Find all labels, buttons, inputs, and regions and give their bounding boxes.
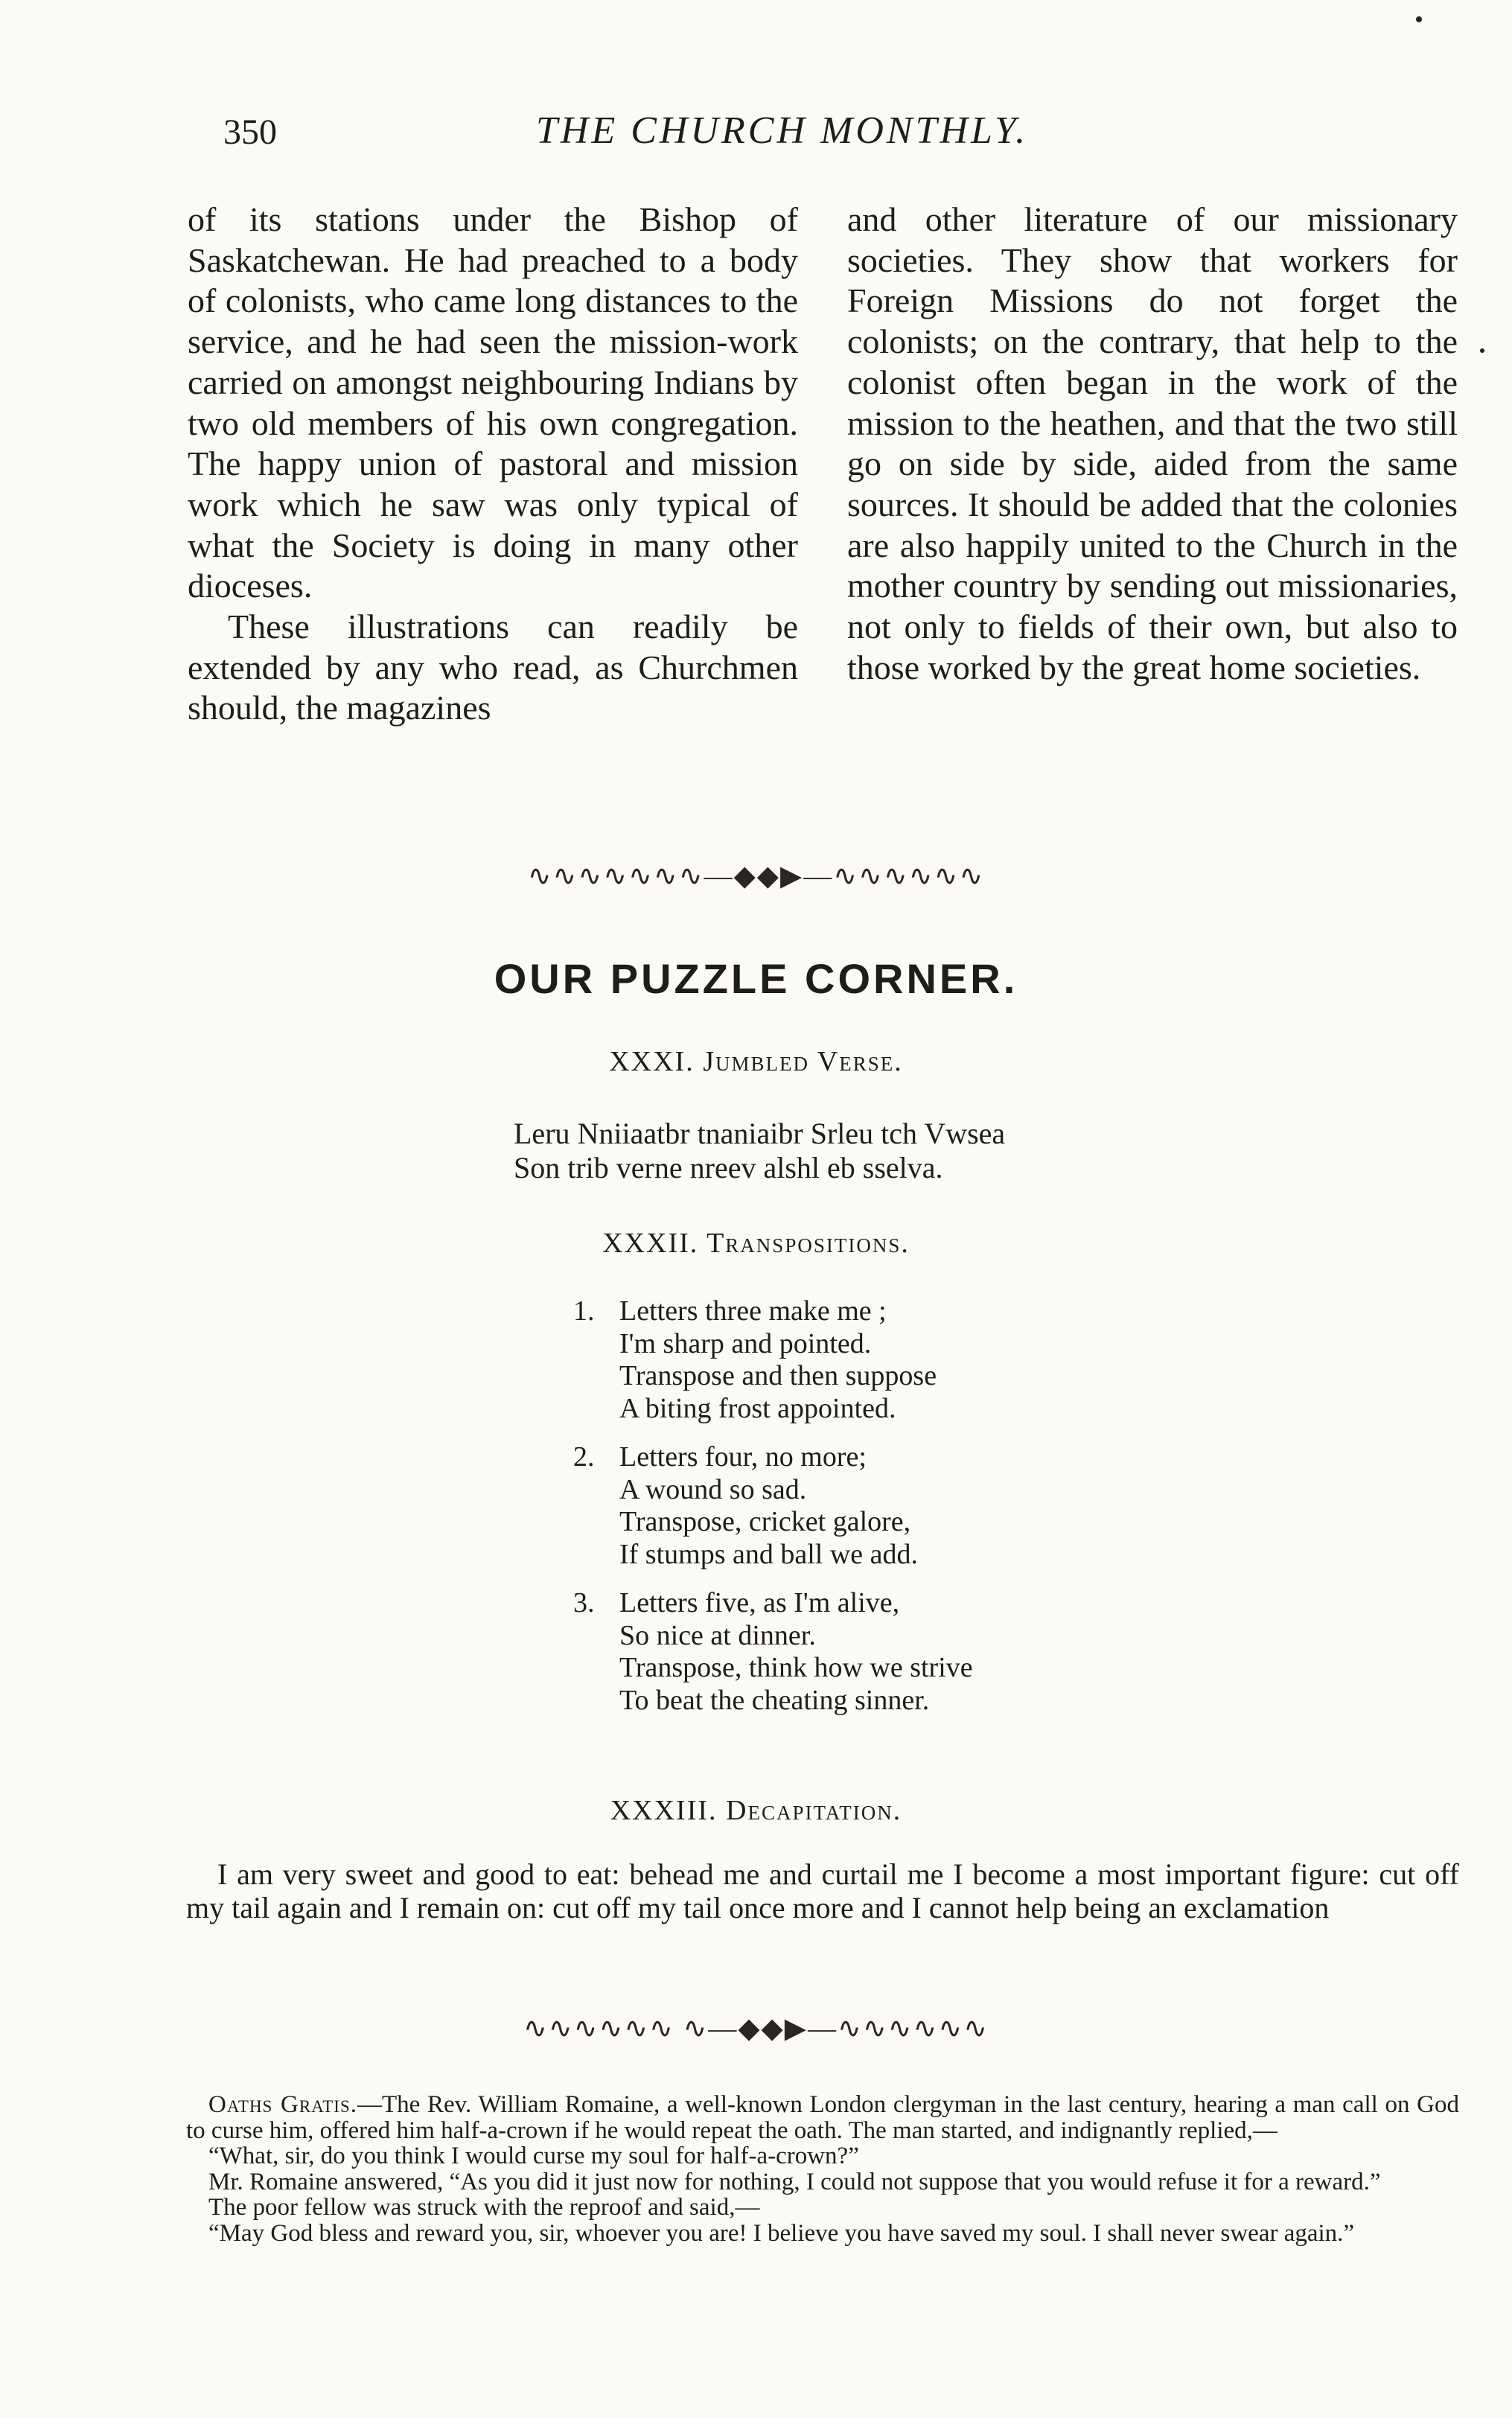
anecdote-paragraph: The poor fellow was struck with the reproof and said,— [208,2194,760,2221]
verse-line: Letters five, as I'm alive, [619,1587,900,1618]
decapitation-text: I am very sweet and good to eat: behead me and curtail me I become a most important figure: cut off my tail again and I remain on: cut off my tail once more and I cannot help being an exclamation [186,1857,1459,1924]
article-paragraph: of its stations under the Bishop of Saskatchewan. He had preached to a body of colonists, who came long distances to the service, and he had seen the mission-work carried on amongst neighbouring Indians by two old members of his own congregation. The happy union of pastoral and mission work which he saw was only typical of what the Society is doing in many other dioceses. [188,200,798,605]
verse-line: To beat the cheating sinner. [619,1684,930,1716]
item-number: 3. [573,1587,595,1618]
anecdote-paragraph: Mr. Romaine answered, “As you did it just now for nothing, I could not suppose that you would refuse it for a reward.” [208,2168,1381,2195]
verse-line: Transpose, think how we strive [619,1652,973,1683]
verse-line: So nice at dinner. [619,1619,816,1651]
transposition-item [573,1295,937,1425]
transpositions-title: XXXII. Transpositions. [602,1228,910,1259]
verse-line: If stumps and ball we add. [619,1538,919,1570]
verse-line: Letters four, no more; [619,1441,867,1473]
jumbled-line: Leru Nniiaatbr tnaniaibr Srleu tch Vwsea [514,1117,1006,1150]
transposition-item [573,1587,973,1717]
verse-line: A biting frost appointed. [619,1392,896,1424]
section-divider-ornament: ∿∿∿∿∿∿ ∿—◆◆▶—∿∿∿∿∿∿ [523,2013,989,2044]
anecdote-heading: Oaths Gratis. [208,2091,357,2118]
verse-line: I'm sharp and pointed. [619,1327,872,1359]
article-left-column [188,200,798,729]
decapitation-title: XXXIII. Decapitation. [610,1795,902,1826]
jumbled-verse-title: XXXI. Jumbled Verse. [609,1046,903,1077]
item-number: 2. [573,1441,595,1473]
section-divider-ornament: ∿∿∿∿∿∿∿—◆◆▶—∿∿∿∿∿∿ [527,861,985,892]
jumbled-verse [514,1117,1005,1185]
verse-line: Letters three make me ; [619,1295,887,1327]
verse-line: Transpose and then suppose [619,1360,937,1391]
decapitation-puzzle [186,1857,1459,1924]
anecdote-paragraph: “What, sir, do you think I would curse my soul for half-a-crown?” [208,2143,859,2169]
anecdote-paragraph: “May God bless and reward you, sir, whoever you are! I believe you have saved my soul. I shall never swear again.” [208,2219,1355,2247]
article-paragraph: These illustrations can readily be extended by any who read, as Churchmen should, the magazines [188,607,798,727]
verse-line: A wound so sad. [619,1473,807,1505]
item-number: 1. [573,1295,595,1327]
article-right-column [847,200,1458,688]
puzzle-corner-heading: OUR PUZZLE CORNER. [494,955,1018,1002]
print-speck [1480,348,1484,353]
article-paragraph: and other literature of our missionary societies. They show that workers for Foreign Missions do not forget the colonists; on the contrary, that help to the colonist often began in the work of the mission to the heathen, and that the two still go on side by side, aided from the same sources. It should be added that the colonies are also happily united to the Church in the mother country by sending out missionaries, not only to fields of their own, but also to those worked by the great home societies. [847,200,1458,686]
anecdote [186,2092,1459,2246]
page-number: 350 [223,112,277,152]
jumbled-line: Son trib verne nreev alshl eb sselva. [514,1151,943,1184]
running-title: THE CHURCH MONTHLY. [536,109,1029,152]
anecdote-paragraph: —The Rev. William Romaine, a well-known London clergyman in the last century, hearing a man call on God to curse him, offered him half-a-crown if he would repeat the oath. The man started, and indignantly replied,— [186,2091,1459,2144]
verse-line: Transpose, cricket galore, [619,1506,911,1537]
transposition-item [573,1441,918,1571]
print-speck [1416,16,1422,22]
